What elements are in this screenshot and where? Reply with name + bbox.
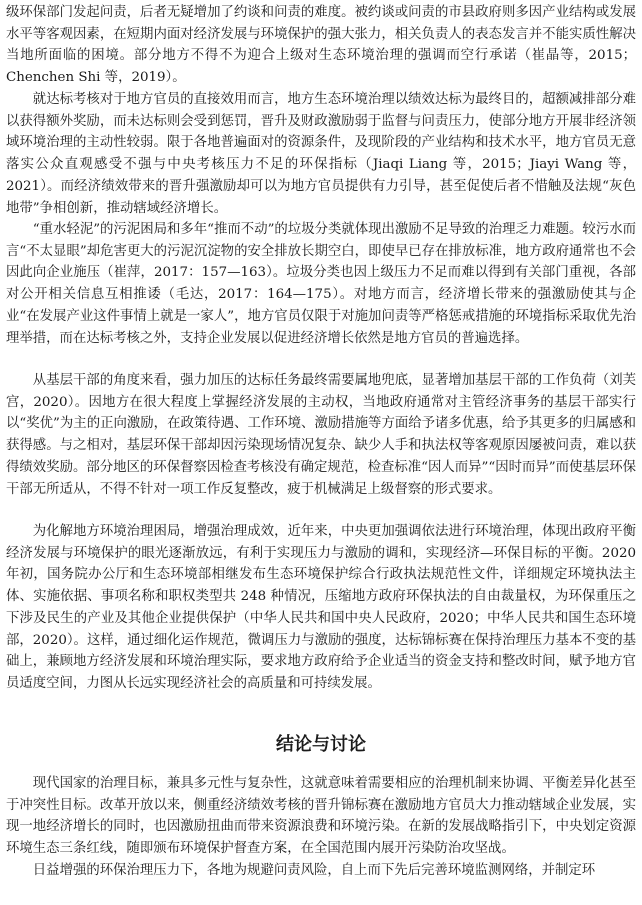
paragraph-7: 日益增强的环保治理压力下，各地为规避问责风险，自上而下先后完善环境监测网络，并制定环 (32, 863, 596, 878)
paragraph-3: “重水轻泥”的污泥困局和多年“推而不动”的垃圾分类就体现出激励不足导致的治理乏力难题。较污水而言“不太显眼”却危害更大的污泥沉淀物的安全排放长期空白，即使早已存在排放标准，地方政府通常也不会因此向企业施压（崔萍，2017：157—163）。垃圾分类也因上级压力不足而难以得到有关部门重视，各部对公开相关信息互相推诿（毛达，2017：164—175）。对地方而言，经济增长带来的强激励使其与企业“在发展产业这件事情上就是一家人”，地方官员仅限于对施加问责等严格惩戒措施的环境指标采取优先治理举措，而在达标考核之外，支持企业发展以促进经济增长依然是地方官员的普遍选择。 (6, 222, 636, 346)
paragraph-4: 从基层干部的角度来看，强力加压的达标任务最终需要属地兜底，显著增加基层干部的工作负荷（刘芙宫，2020）。因地方在很大程度上掌握经济发展的主动权，当地政府通常对主管经济事务的基层干部实行以“奖优”为主的正向激励，在政策待遇、工作环境、激励措施等方面给予诸多优惠，给予其更多的归属感和获得感。与之相对，基层环保干部却因污染现场情况复杂、缺少人手和执法权等客观原因屡被问责，难以获得绩效奖励。部分地区的环保督察因检查考核没有确定规范，检查标准“因人而异”“因时而异”而使基层环保干部无所适从，不得不针对一项工作反复整改，疲于机械满足上级督察的形式要求。 (6, 373, 636, 497)
paragraph-5: 为化解地方环境治理困局，增强治理成效，近年来，中央更加强调依法进行环境治理，体现出政府平衡经济发展与环境保护的眼光逐渐放远，有利于实现压力与激励的调和，实现经济—环保目标的平衡。2020 年初，国务院办公厅和生态环境部相继发布生态环境保护综合行政执法规范性文件，详细规定环境执法主体、实施依据、事项名称和职权类型共 248 种情况，压缩地方政府环保执法的自由裁量权，为环保重压之下涉及民生的产业及其他企业提供保护（中华人民共和国中央人民政府，2020；中华人民共和国生态环境部，2020）。这样，通过细化运作规范，微调压力与激励的强度，达标锦标赛在保持治理压力基本不变的基础上，兼顾地方经济发展和环境治理实际，要求地方政府给予企业适当的资金支持和整改时间，赋予地方官员适度空间，力图从长远实现经济社会的高质量和可持续发展。 (6, 524, 636, 691)
paragraph-1: 级环保部门发起问责，后者无疑增加了约谈和问责的难度。被约谈或问责的市县政府则多因产业结构或发展水平等客观因素，在短期内面对经济发展与环境保护的强大张力，相关负责人的表态发言并不能实质性解决当地所面临的困境。部分地方不得不为迎合上级对生态环境治理的强调而空行承诺（崔晶等，2015；Chenchen Shi 等，2019）。 (6, 5, 636, 86)
paragraph-2: 就达标考核对于地方官员的直接效用而言，地方生态环境治理以绩效达标为最终目的，超额减排部分难以获得额外奖励，而未达标则会受到惩罚，晋升及财政激励弱于监督与问责压力，使部分地方开展非经济领域环境治理的主动性较弱。限于各地普遍面对的资源条件，及现阶段的产业结构和技术水平，地方官员无意落实公众直观感受不强与中央考核压力不足的环保指标（Jiaqi Liang 等，2015；Jiayi Wang 等，2021）。而经济绩效带来的晋升强激励却可以为地方官员提供有力引导，甚至促使后者不惜触及法规“灰色地带”争相创新，推动辖域经济增长。 (6, 92, 636, 216)
paragraph-6: 现代国家的治理目标，兼具多元性与复杂性，这就意味着需要相应的治理机制来协调、平衡差异化甚至于冲突性目标。改革开放以来，侧重经济绩效考核的晋升锦标赛在激励地方官员大力推动辖域企业发展，实现一地经济增长的同时，也因激励扭曲而带来资源浪费和环境污染。在新的发展战略指引下，中央划定资源环境生态三条红线，随即颁布环境保护督查方案，在全国范围内展开污染防治攻坚战。 (6, 776, 636, 857)
section-heading: 结论与讨论 (276, 734, 366, 755)
